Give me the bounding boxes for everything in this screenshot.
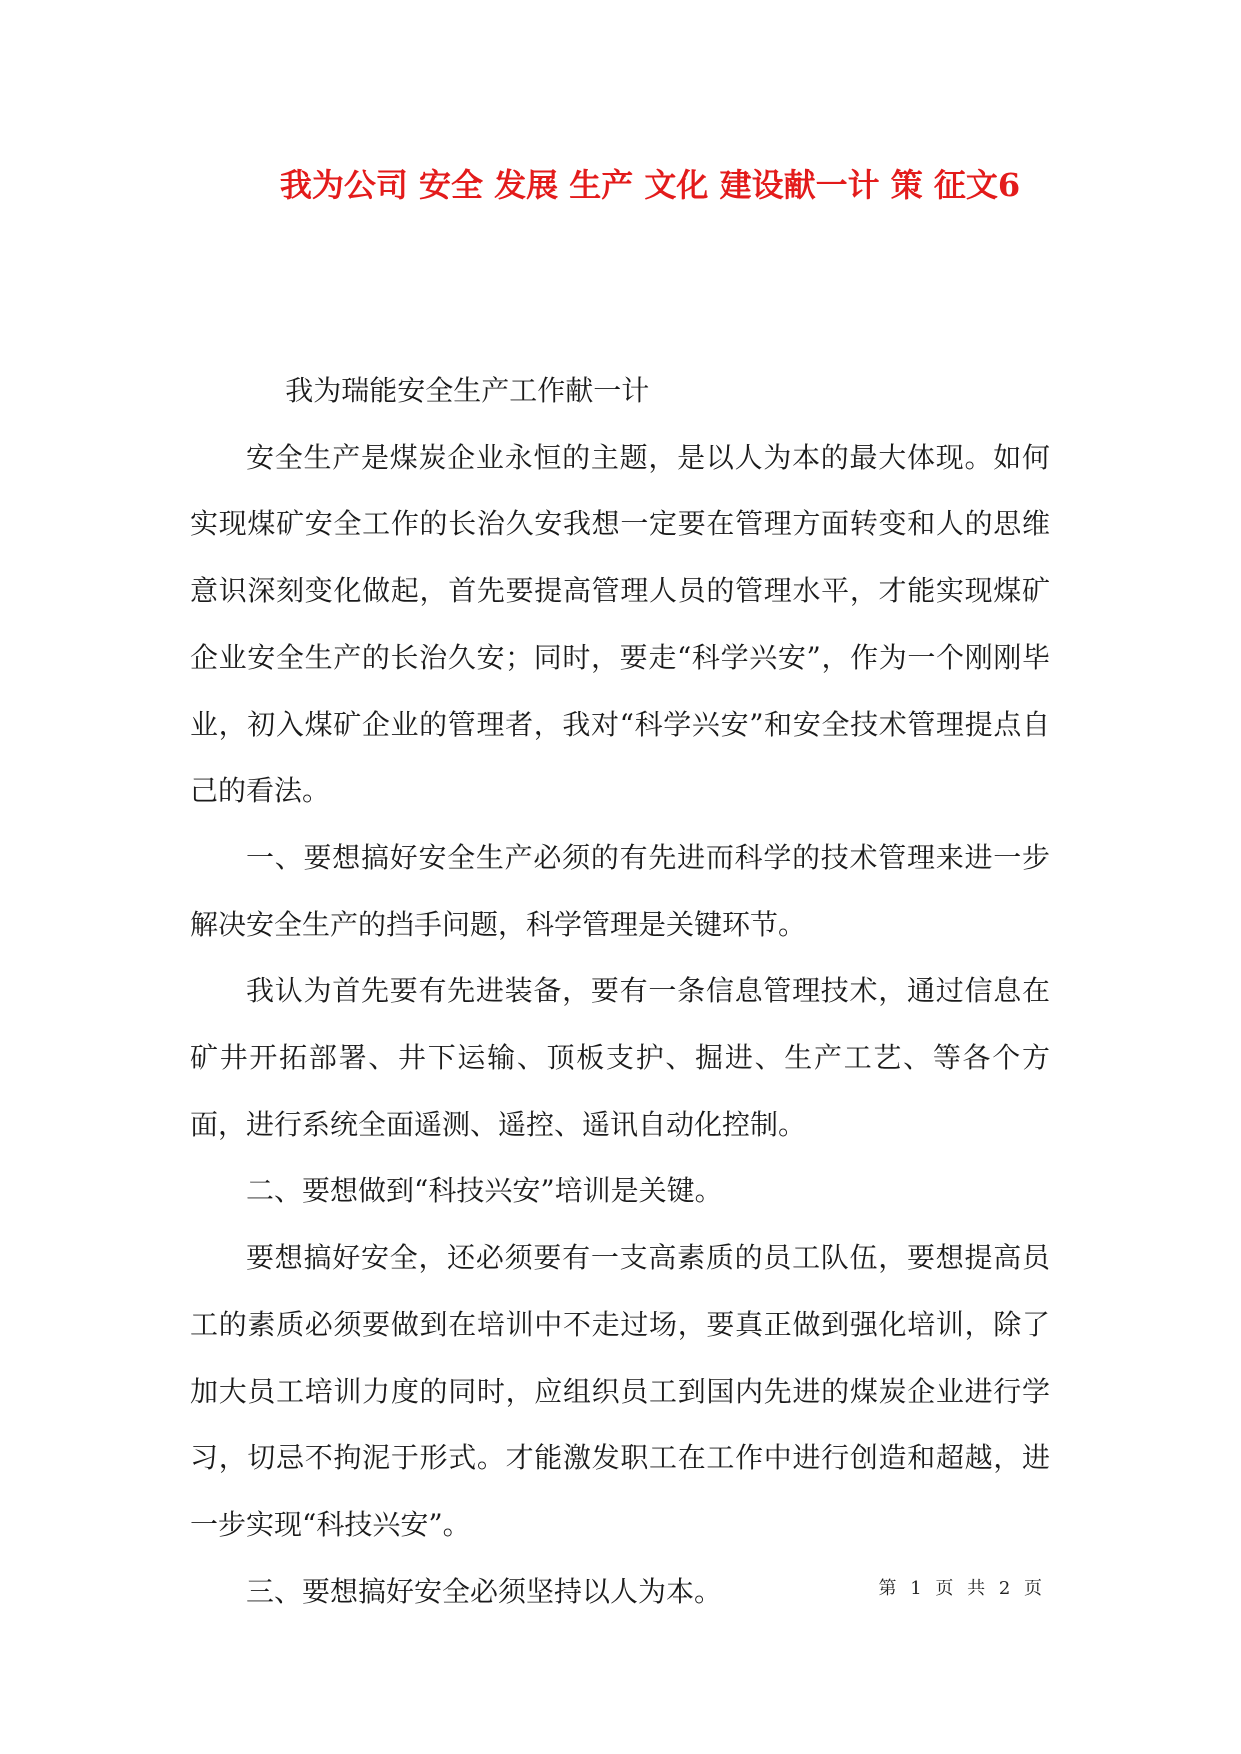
paragraph: 三、要想搞好安全必须坚持以人为本。 <box>246 1574 723 1608</box>
paragraph: 要想搞好安全，还必须要有一支高素质的员工队伍，要想提高员工的素质必须要做到在培训中不走过场，要真正做到强化培训，除了加大员工培训力度的同时，应组织员工到国内先进的煤炭企业进行学习，切忌不拘泥于形式。才能激发职工在工作中进行创造和超越，进一步实现“科技兴安”。 <box>190 1241 1050 1541</box>
document-body <box>190 358 1050 1625</box>
paragraph: 我认为首先要有先进装备，要有一条信息管理技术，通过信息在矿井开拓部署、井下运输、顶板支护、掘进、生产工艺、等各个方面，进行系统全面遥测、遥控、遥讯自动化控制。 <box>190 974 1050 1141</box>
document-title: 我为公司 安全 发展 生产 文化 建设献一计 策 征文6 <box>279 166 1021 204</box>
paragraph: 一、要想搞好安全生产必须的有先进而科学的技术管理来进一步解决安全生产的挡手问题，科学管理是关键环节。 <box>190 840 1050 941</box>
paragraph: 二、要想做到“科技兴安”培训是关键。 <box>246 1174 723 1208</box>
page-number-footer: 第 1 页 共 2 页 <box>878 1578 1046 1599</box>
paragraph: 安全生产是煤炭企业永恒的主题，是以人为本的最大体现。如何实现煤矿安全工作的长治久安我想一定要在管理方面转变和人的思维意识深刻变化做起，首先要提高管理人员的管理水平，才能实现煤矿企业安全生产的长治久安；同时，要走“科学兴安”，作为一个刚刚毕业，初入煤矿企业的管理者，我对“科学兴安”和安全技术管理提点自己的看法。 <box>190 440 1050 808</box>
document-subtitle: 我为瑞能安全生产工作献一计 <box>285 374 650 407</box>
